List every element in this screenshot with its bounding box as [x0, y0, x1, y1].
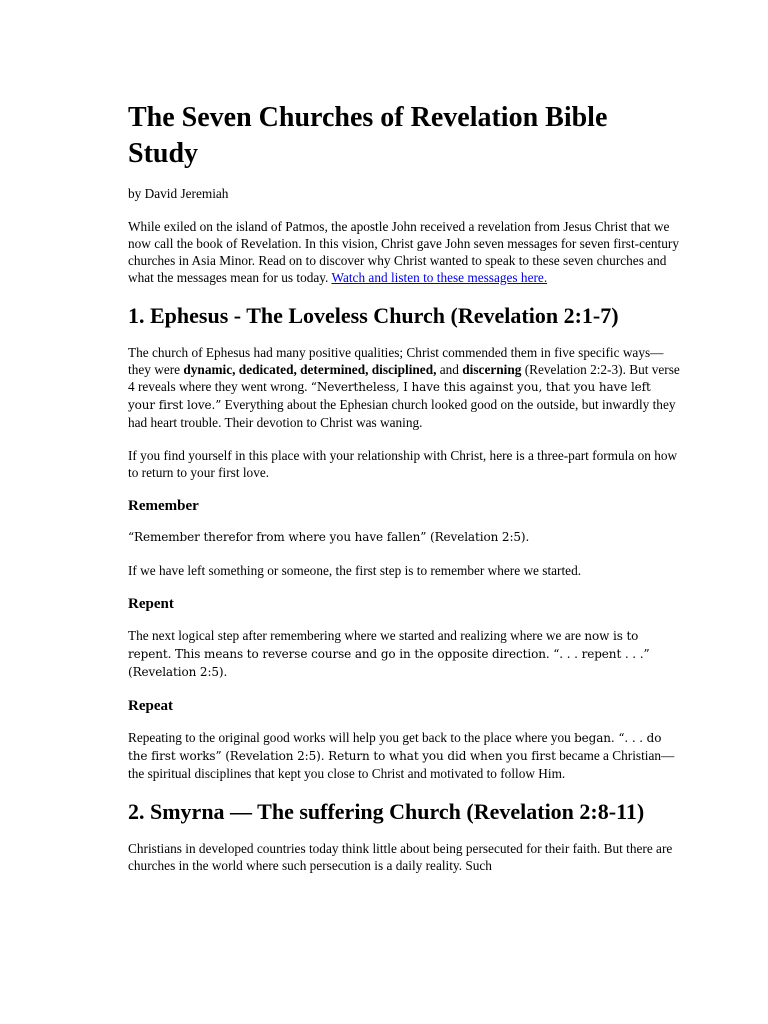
- intro-text: While exiled on the island of Patmos, the apostle John received a revelation from Jesus Christ that we now call the book of Revelation. In this vision, Christ gave John seven messages for seven first-century churches in Asia Minor. Read on to discover why Christ wanted to speak to these seven churches and what the messages mean for us today.: [128, 219, 679, 285]
- subheading-repent: Repent: [128, 596, 174, 612]
- subheading-remember: Remember: [128, 498, 199, 514]
- repent-text-1: The next logical step after remembering where we started and realizing where we are: [128, 628, 585, 643]
- watch-messages-link[interactable]: Watch and listen to these messages here.: [331, 270, 548, 285]
- remember-text: If we have left something or someone, the first step is to remember where we started.: [128, 563, 582, 578]
- ephesus-discerning-bold: discerning: [462, 362, 522, 377]
- repent-paragraph: [128, 627, 680, 681]
- smyrna-paragraph-1: Christians in developed countries today think little about being persecuted for their faith. But there are churches in the world where such persecution is a daily reality. Such: [128, 841, 673, 873]
- subheading-repeat: Repeat: [128, 698, 173, 714]
- remember-quote: “Remember therefor from where you have fallen” (Revelation 2:5).: [128, 530, 530, 544]
- ephesus-paragraph-2: If you find yourself in this place with your relationship with Christ, here is a three-part formula on how to return to your first love.: [128, 448, 678, 480]
- intro-paragraph: [128, 218, 680, 286]
- author-byline: by David Jeremiah: [128, 186, 229, 201]
- repeat-text-2: began. “. . . do the first works” (Revelation 2:5). Return to what you did when you first: [128, 731, 662, 763]
- section-heading-smyrna: 2. Smyrna — The suffering Church (Revelation 2:8-11): [128, 799, 645, 824]
- repeat-text-3: became a Christian—the spiritual disciplines that kept you close to Christ and motivated to follow Him.: [128, 748, 675, 781]
- ephesus-quote: “Nevertheless, I have this against you, that you have left your first love.”: [128, 380, 651, 412]
- ephesus-text-2: and: [436, 362, 463, 377]
- ephesus-qualities-bold: dynamic, dedicated, determined, disciplined,: [183, 362, 437, 377]
- document-page: [128, 100, 680, 890]
- ephesus-text-4: Everything about the Ephesian church looked good on the outside, but inwardly they had heart trouble. Their devotion to Christ was waning.: [128, 397, 676, 430]
- repeat-text-1: Repeating to the original good works will help you get back to the place where you: [128, 730, 575, 745]
- ephesus-text-3: (Revelation 2:2-3). But verse 4 reveals where they went wrong.: [128, 362, 680, 394]
- section-heading-ephesus: 1. Ephesus - The Loveless Church (Revelation 2:1-7): [128, 303, 619, 328]
- page-title: The Seven Churches of Revelation Bible Study: [128, 102, 608, 169]
- ephesus-text-1: The church of Ephesus had many positive qualities; Christ commended them in five specific ways—they were: [128, 345, 664, 377]
- repeat-paragraph: [128, 729, 680, 782]
- repent-text-2: now is to repent. This means to reverse course and go in the opposite direction. “. . . repent . . .” (Revelation 2:5).: [128, 629, 650, 679]
- ephesus-paragraph-1: [128, 344, 680, 431]
